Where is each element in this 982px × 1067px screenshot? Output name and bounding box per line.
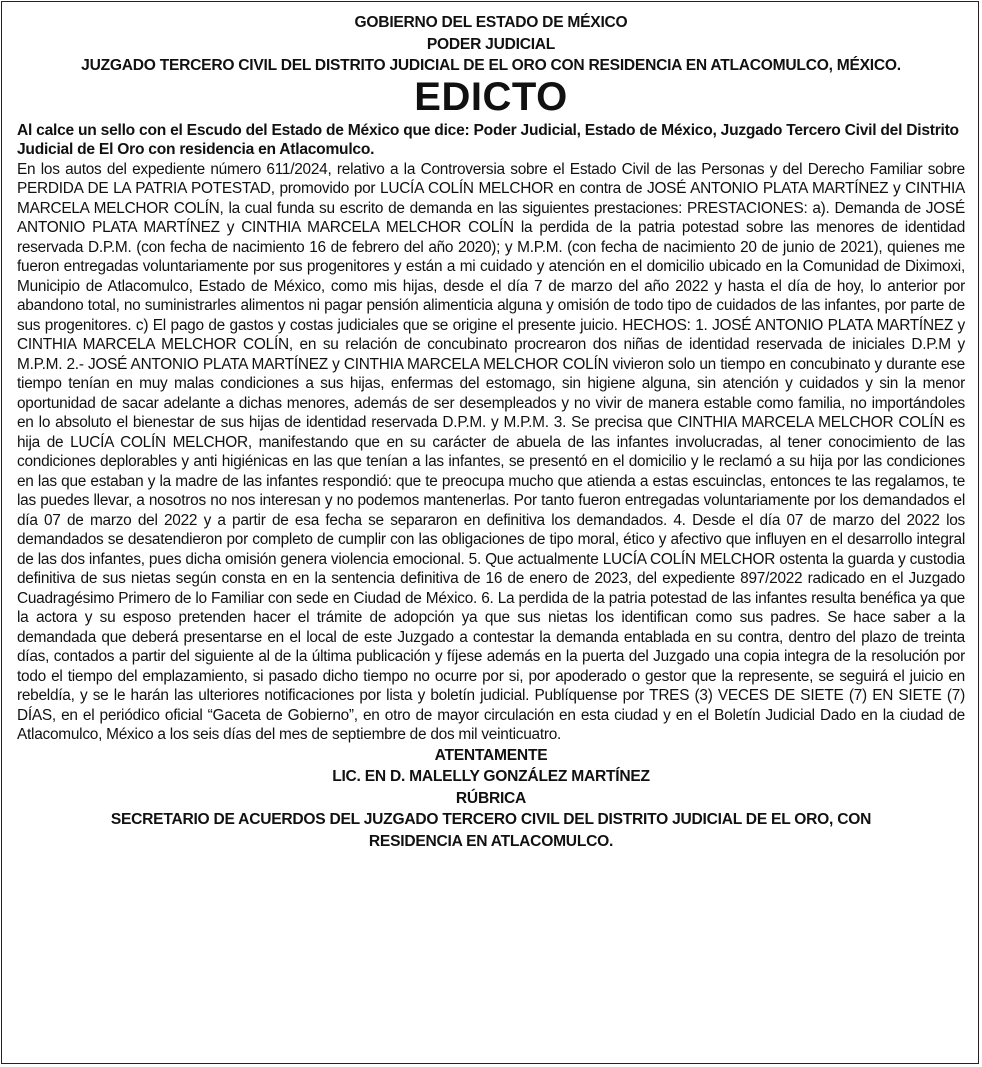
signature-closing: ATENTAMENTE bbox=[434, 746, 548, 764]
signature-name: LIC. EN D. MALELLY GONZÁLEZ MARTÍNEZ bbox=[332, 768, 650, 785]
signature-rubrica: RÚBRICA bbox=[455, 789, 527, 807]
header-court: JUZGADO TERCERO CIVIL DEL DISTRITO JUDICIAL DE EL ORO CON RESIDENCIA EN ATLACOMULCO, MÉXICO. bbox=[81, 57, 901, 74]
signature-position bbox=[17, 809, 965, 852]
header-judicial-power: PODER JUDICIAL bbox=[426, 35, 556, 53]
edict-document bbox=[17, 12, 965, 852]
signature-position-line2: RESIDENCIA EN ATLACOMULCO. bbox=[368, 832, 614, 850]
header-government: GOBIERNO DEL ESTADO DE MÉXICO bbox=[354, 14, 628, 31]
edict-body: En los autos del expediente número 611/2024, relativo a la Controversia sobre el Estado Civil de las Personas y del Derecho Familiar sobre PERDIDA DE LA PATRIA POTESTAD, promovido por LUCÍA COLÍN MELCHOR en contra de JOSÉ ANTONIO PLATA MARTÍNEZ y CINTHIA MARCELA MELCHOR COLÍN, la cual funda su escrito de demanda en las siguientes prestaciones: PRESTACIONES: a). Demanda de JOSÉ ANTONIO PLATA MARTÍNEZ y CINTHIA MARCELA MELCHOR COLÍN la perdida de la patria potestad sobre las menores de identidad reservada D.P.M. (con fecha de nacimiento 16 de febrero del año 2020); y M.P.M. (con fecha de nacimiento 20 de junio de 2021), quienes me fueron entregadas voluntariamente por sus progenitores y están a mi cuidado y atención en el domicilio ubicado en la Comunidad de Diximoxi, Municipio de Atlacomulco, Estado de México, como mis hijas, desde el día 7 de marzo del año 2022 y hasta el día de hoy, lo anterior por abandono total, no suministrarles alimentos ni pagar pensión alimenticia alguna y omisión de todo tipo de cuidados de las infantes, por parte de sus progenitores. c) El pago de gastos y costas judiciales que se origine el presente juicio. HECHOS: 1. JOSÉ ANTONIO PLATA MARTÍNEZ y CINTHIA MARCELA MELCHOR COLÍN, en su relación de concubinato procrearon dos niñas de identidad reservada de iniciales D.P.M y M.P.M. 2.- JOSÉ ANTONIO PLATA MARTÍNEZ y CINTHIA MARCELA MELCHOR COLÍN vivieron solo un tiempo en concubinato y durante ese tiempo tenían en muy malas condiciones a sus hijas, enfermas del estomago, sin higiene alguna, sin atención y cuidados y sin la menor oportunidad de sacar adelante a dichas menores, además de ser desempleados y no vivir de manera estable como familia, no importándoles en lo absoluto el bienestar de sus hijas de identidad reservada D.P.M. y M.P.M. 3. Se precisa que CINTHIA MARCELA MELCHOR COLÍN es hija de LUCÍA COLÍN MELCHOR, manifestando que en su carácter de abuela de las infantes involucradas, al tener conocimiento de las condiciones deplorables y anti higiénicas en las que tenían a las infantes, se presentó en el domicilio y le reclamó a su hija por las condiciones en las que estaban y la madre de las infantes respondió: que te preocupa mucho que atienda a estas escuinclas, entonces te las regalamos, te las puedes llevar, a nosotros no nos interesan y no podemos mantenerlas. Por tanto fueron entregadas voluntariamente por los demandados el día 07 de marzo del 2022 y a partir de esa fecha se separaron en definitiva los demandados. 4. Desde el día 07 de marzo del 2022 los demandados se desatendieron por completo de cumplir con las obligaciones de tipo moral, ético y afectivo que influyen en el desarrollo integral de las dos infantes, pues dicha omisión genera violencia emocional. 5. Que actualmente LUCÍA COLÍN MELCHOR ostenta la guarda y custodia definitiva de sus nietas según consta en en la sentencia definitiva de 16 de enero de 2023, del expediente 897/2022 radicado en el Juzgado Cuadragésimo Primero de lo Familiar con sede en Ciudad de México. 6. La perdida de la patria potestad de las infantes resulta benéfica ya que la actora y su esposo pretenden hacer el trámite de adopción ya que sus nietas los identifican como sus padres. Se hace saber a la demandada que deberá presentarse en el local de este Juzgado a contestar la demanda entablada en su contra, dentro del plazo de treinta días, contados a partir del siguiente al de la última publicación y fíjese además en la puerta del Juzgado una copia integra de la resolución por todo el tiempo del emplazamiento, si pasado dicho tiempo no ocurre por si, por apoderado o gestor que la represente, se seguirá el juicio en rebeldía, y se le harán las ulteriores notificaciones por lista y boletín judicial. Publíquense por TRES (3) VECES DE SIETE (7) EN SIETE (7) DÍAS, en el periódico oficial “Gaceta de Gobierno”, en otro de mayor circulación en esta ciudad y en el Boletín Judicial Dado en la ciudad de Atlacomulco, México a los seis días del mes de septiembre de dos mil veinticuatro. bbox=[17, 160, 965, 743]
seal-note: Al calce un sello con el Escudo del Estado de México que dice: Poder Judicial, Estado de México, Juzgado Tercero Civil del Distrito Judicial de El Oro con residencia en Atlacomulco. bbox=[17, 121, 959, 158]
signature-position-line1: SECRETARIO DE ACUERDOS DEL JUZGADO TERCERO CIVIL DEL DISTRITO JUDICIAL DE EL ORO, CON bbox=[110, 811, 872, 828]
document-title: EDICTO bbox=[414, 74, 568, 119]
